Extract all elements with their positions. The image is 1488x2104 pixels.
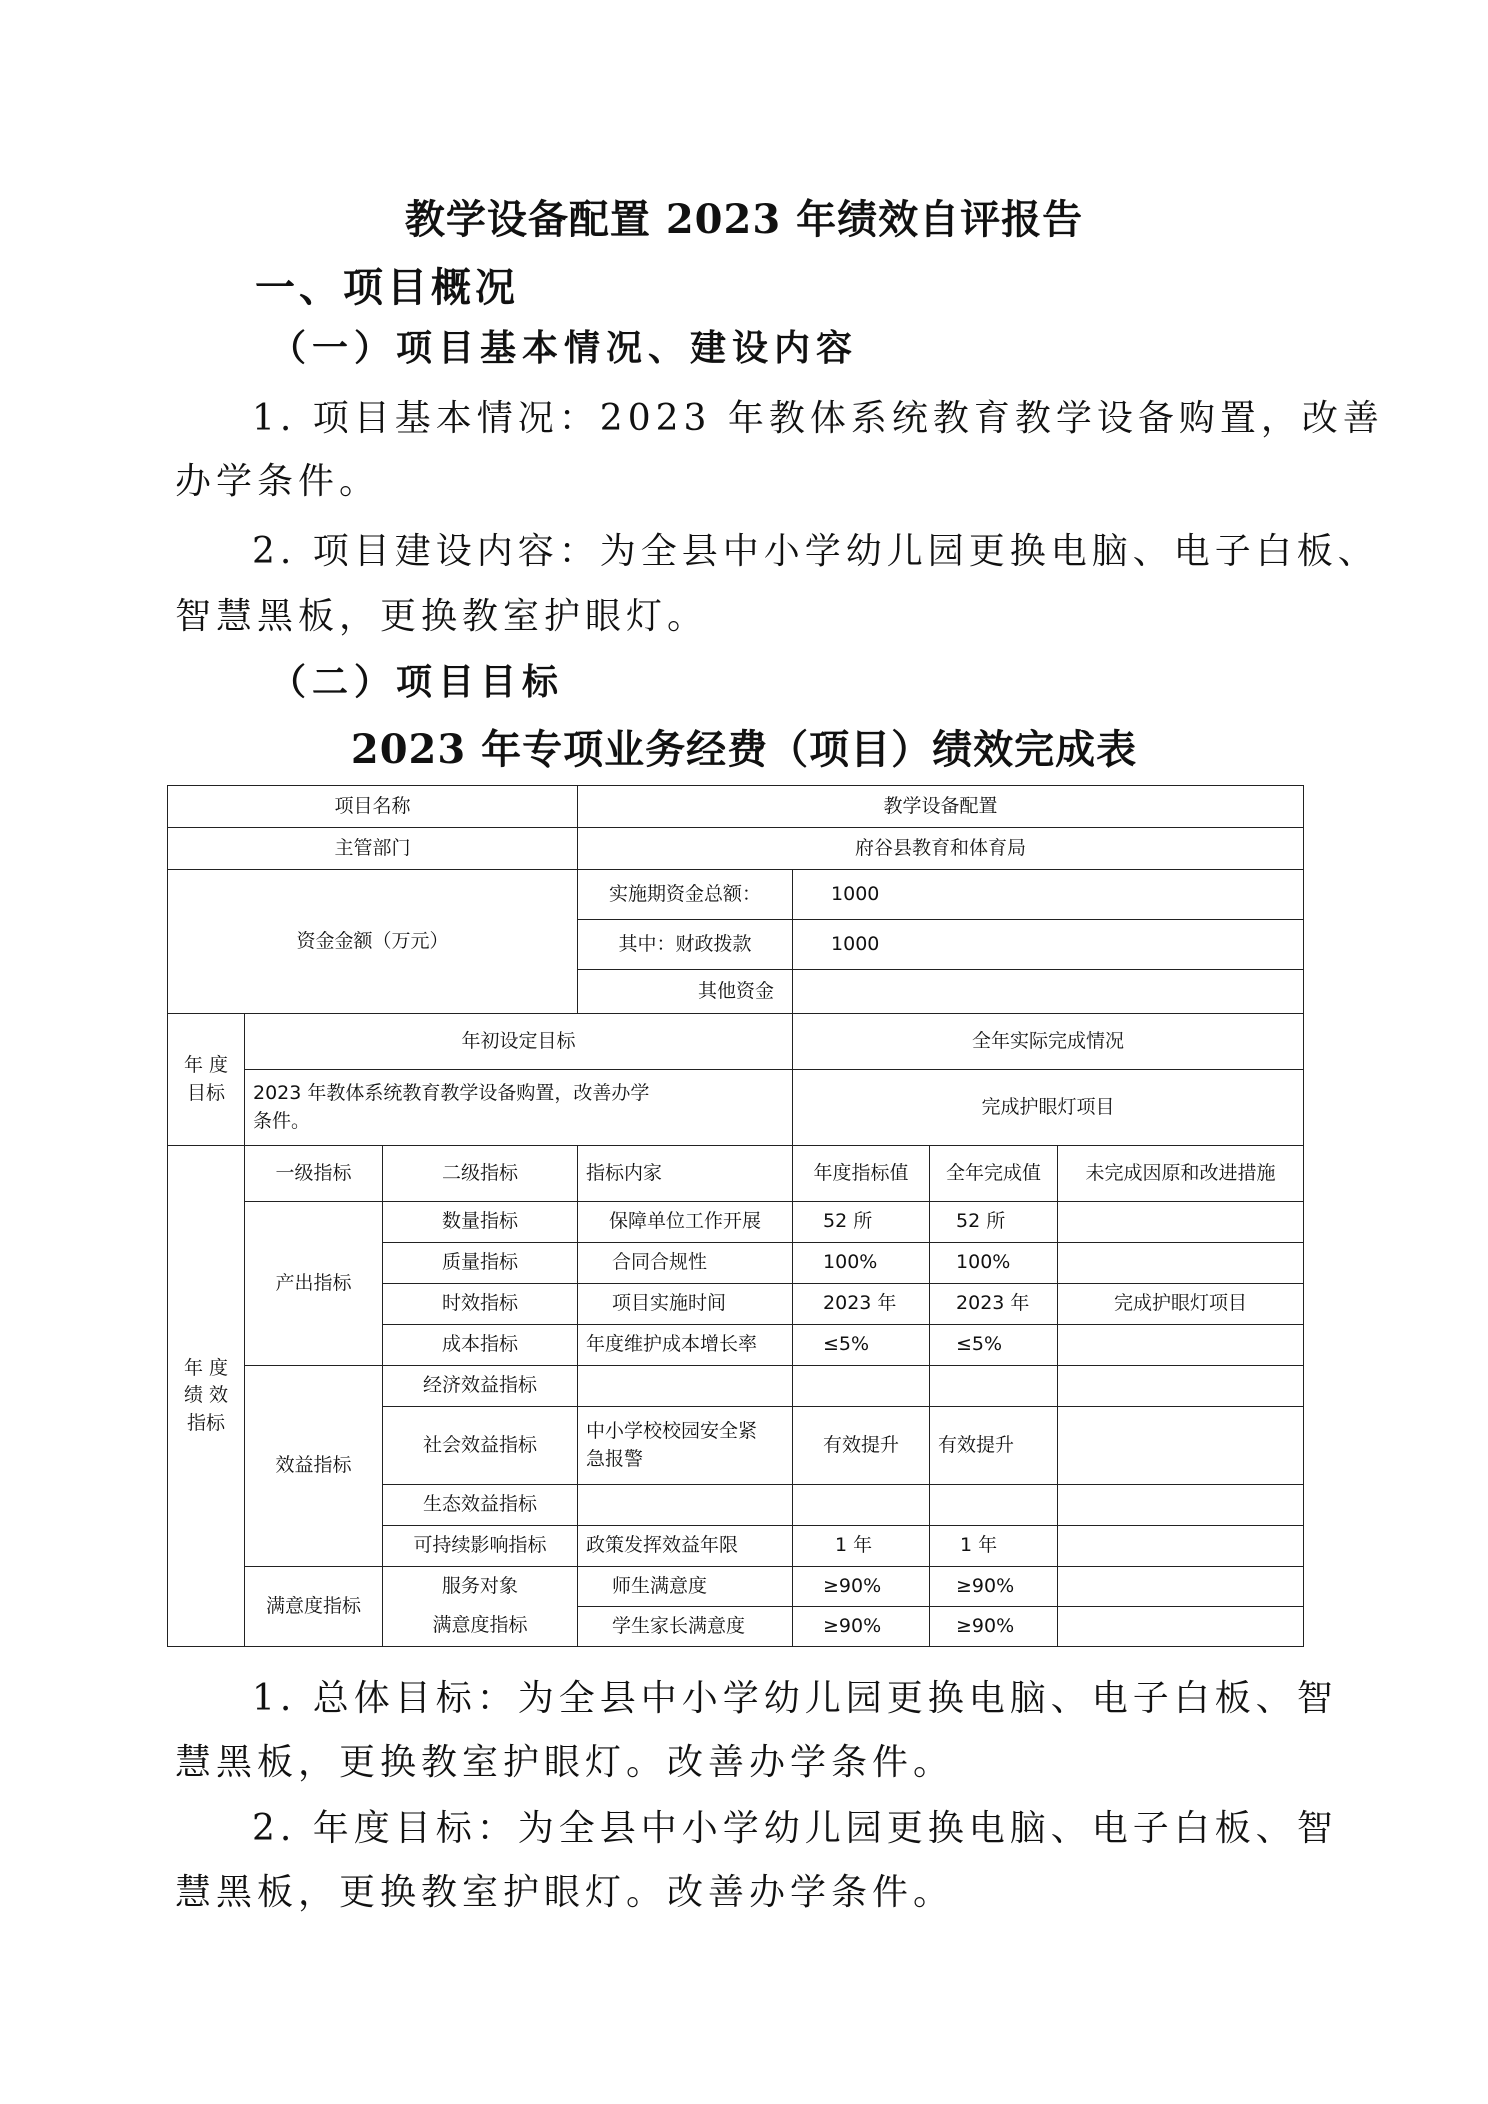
indicator-content: 学生家长满意度: [578, 1607, 793, 1647]
table-row: [168, 1567, 1304, 1607]
indicator-content: 保障单位工作开展: [578, 1202, 793, 1243]
satisfaction-indicator-label: 满意度指标: [245, 1567, 383, 1647]
initial-goal-line2: 条件。: [253, 1109, 311, 1132]
actual-value: 1 年: [930, 1526, 1058, 1567]
remarks: [1058, 1202, 1304, 1243]
subsection-heading-goals: （二）项目目标: [270, 661, 565, 703]
annual-indicators-label-line2: 绩 效: [183, 1384, 229, 1407]
remarks: [1058, 1485, 1304, 1526]
fiscal-funds-label: 其中：财政拨款: [578, 920, 793, 970]
paragraph-construction-line1: 2. 项目建设内容：为全县中小学幼儿园更换电脑、电子白板、: [252, 531, 1379, 572]
level2-indicator: 质量指标: [383, 1243, 578, 1284]
indicator-content: 合同合规性: [578, 1243, 793, 1284]
target-value: 有效提升: [793, 1407, 930, 1485]
indicator-content: 师生满意度: [578, 1567, 793, 1607]
dept-label: 主管部门: [168, 828, 578, 870]
column-header-content: 指标内家: [578, 1146, 793, 1202]
annual-indicators-label-line3: 指标: [186, 1411, 225, 1434]
actual-value: 52 所: [930, 1202, 1058, 1243]
remarks: [1058, 1526, 1304, 1567]
project-name-value: 教学设备配置: [578, 786, 1304, 828]
annual-indicators-label-line1: 年 度: [183, 1356, 229, 1379]
remarks: 完成护眼灯项目: [1058, 1284, 1304, 1325]
level2-indicator: 可持续影响指标: [383, 1526, 578, 1567]
performance-table: [167, 785, 1304, 1647]
paragraph-annual-goal-line1: 2. 年度目标：为全县中小学幼儿园更换电脑、电子白板、智: [252, 1808, 1338, 1849]
subsection-heading-basic-info: （一）项目基本情况、建设内容: [270, 327, 859, 369]
annual-goal-label-line2: 目标: [186, 1081, 225, 1104]
level2-indicator: 成本指标: [383, 1325, 578, 1366]
other-funds-value: [793, 970, 1304, 1014]
actual-value: ≥90%: [930, 1607, 1058, 1647]
level2-indicator: 社会效益指标: [383, 1407, 578, 1485]
paragraph-basic-info-line2: 办学条件。: [175, 461, 381, 502]
target-value: [793, 1366, 930, 1407]
level2-indicator: 时效指标: [383, 1284, 578, 1325]
table-title: 2023 年专项业务经费（项目）绩效完成表: [350, 726, 1138, 773]
annual-goal-label: [168, 1014, 245, 1146]
actual-value: 2023 年: [930, 1284, 1058, 1325]
indicator-content-line1: 中小学校校园安全紧: [586, 1419, 758, 1442]
column-header-actual: 全年完成值: [930, 1146, 1058, 1202]
remarks: [1058, 1325, 1304, 1366]
dept-value: 府谷县教育和体育局: [578, 828, 1304, 870]
project-name-label: 项目名称: [168, 786, 578, 828]
paragraph-overall-goal-line2: 慧黑板，更换教室护眼灯。改善办学条件。: [175, 1742, 955, 1783]
indicator-content: 政策发挥效益年限: [578, 1526, 793, 1567]
actual-completion-value: 完成护眼灯项目: [793, 1070, 1304, 1146]
initial-goal-text: [245, 1070, 793, 1146]
annual-goal-label-line1: 年 度: [183, 1053, 229, 1076]
column-header-remarks: 未完成因原和改进措施: [1058, 1146, 1304, 1202]
annual-indicators-label: [168, 1146, 245, 1647]
target-value: 100%: [793, 1243, 930, 1284]
indicator-content: [578, 1485, 793, 1526]
target-value: 52 所: [793, 1202, 930, 1243]
paragraph-annual-goal-line2: 慧黑板，更换教室护眼灯。改善办学条件。: [175, 1872, 955, 1913]
section-heading-overview: 一、项目概况: [255, 264, 519, 311]
total-funds-label: 实施期资金总额：: [578, 870, 793, 920]
level2-indicator: 数量指标: [383, 1202, 578, 1243]
document-title: 教学设备配置 2023 年绩效自评报告: [404, 196, 1084, 243]
actual-value: 有效提升: [930, 1407, 1058, 1485]
remarks: [1058, 1243, 1304, 1284]
target-value: ≤5%: [793, 1325, 930, 1366]
level2-indicator: 满意度指标: [383, 1607, 578, 1647]
indicator-content: 年度维护成本增长率: [578, 1325, 793, 1366]
target-value: [793, 1485, 930, 1526]
actual-completion-header: 全年实际完成情况: [793, 1014, 1304, 1070]
paragraph-construction-line2: 智慧黑板，更换教室护眼灯。: [175, 596, 709, 637]
remarks: [1058, 1567, 1304, 1607]
remarks: [1058, 1407, 1304, 1485]
column-header-target: 年度指标值: [793, 1146, 930, 1202]
remarks: [1058, 1366, 1304, 1407]
initial-goal-header: 年初设定目标: [245, 1014, 793, 1070]
paragraph-basic-info-line1: 1. 项目基本情况：2023 年教体系统教育教学设备购置，改善: [252, 398, 1384, 439]
indicator-content: 项目实施时间: [578, 1284, 793, 1325]
table-row: [168, 1366, 1304, 1407]
output-indicator-label: 产出指标: [245, 1202, 383, 1366]
total-funds-value: 1000: [793, 870, 1304, 920]
level2-indicator: 经济效益指标: [383, 1366, 578, 1407]
indicator-content-line2: 急报警: [586, 1447, 644, 1470]
paragraph-overall-goal-line1: 1. 总体目标：为全县中小学幼儿园更换电脑、电子白板、智: [252, 1678, 1338, 1719]
level2-indicator: 服务对象: [383, 1567, 578, 1607]
indicator-content: [578, 1366, 793, 1407]
column-header-level2: 二级指标: [383, 1146, 578, 1202]
actual-value: [930, 1485, 1058, 1526]
benefit-indicator-label: 效益指标: [245, 1366, 383, 1567]
actual-value: 100%: [930, 1243, 1058, 1284]
table-row: [168, 1202, 1304, 1243]
level2-indicator: 生态效益指标: [383, 1485, 578, 1526]
target-value: ≥90%: [793, 1607, 930, 1647]
initial-goal-line1: 2023 年教体系统教育教学设备购置，改善办学: [253, 1081, 650, 1104]
target-value: ≥90%: [793, 1567, 930, 1607]
target-value: 1 年: [793, 1526, 930, 1567]
indicator-content: [578, 1407, 793, 1485]
actual-value: [930, 1366, 1058, 1407]
actual-value: ≥90%: [930, 1567, 1058, 1607]
fiscal-funds-value: 1000: [793, 920, 1304, 970]
column-header-level1: 一级指标: [245, 1146, 383, 1202]
funds-label: 资金金额（万元）: [168, 870, 578, 1014]
target-value: 2023 年: [793, 1284, 930, 1325]
other-funds-label: 其他资金: [578, 970, 793, 1014]
remarks: [1058, 1607, 1304, 1647]
actual-value: ≤5%: [930, 1325, 1058, 1366]
